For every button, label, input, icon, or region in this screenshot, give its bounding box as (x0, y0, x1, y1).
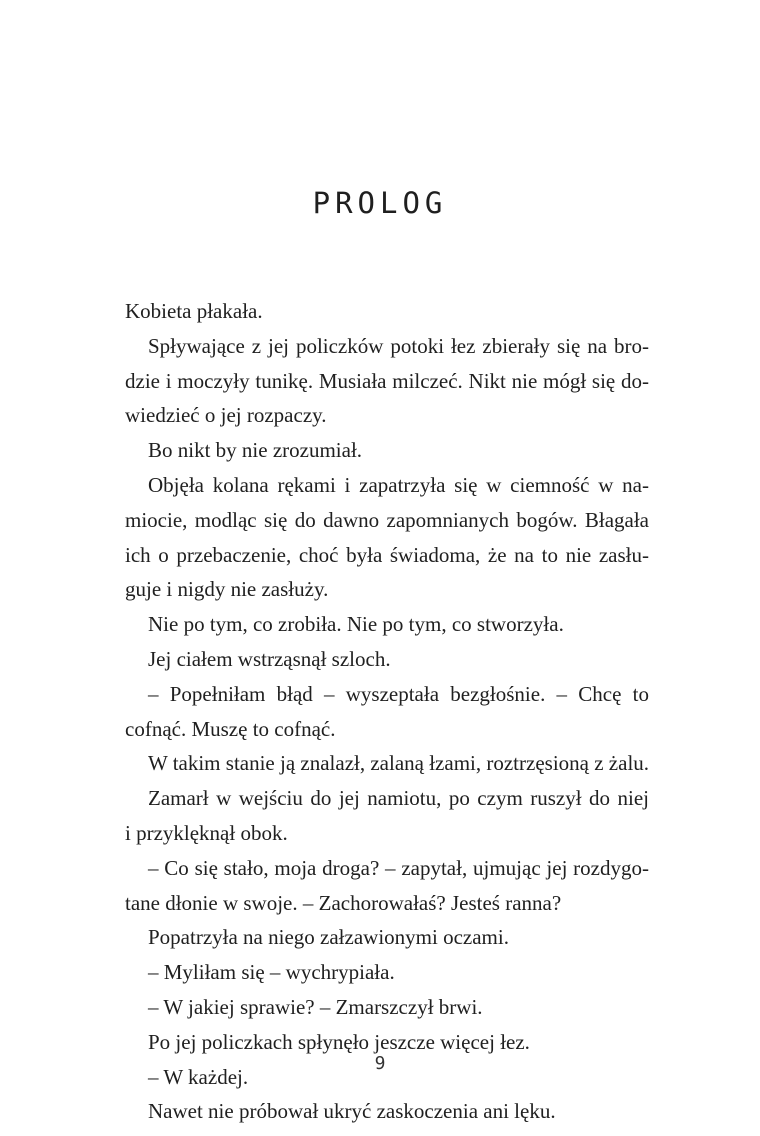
text-line: – Myliłam się – wychrypiała. (148, 960, 395, 985)
text-line: Objęła kolana rękami i zapatrzyła się w ciemność w na- (148, 472, 649, 497)
text-line: i przyklęknął obok. (125, 820, 288, 845)
text-line: cofnąć. Muszę to cofnąć. (125, 716, 336, 741)
text-line: – Popełniłam błąd – wyszeptała bezgłośnie. – Chcę to (148, 681, 649, 706)
text-line: Po jej policzkach spłynęło jeszcze więcej łez. (148, 1029, 530, 1054)
page-number: 9 (374, 1053, 386, 1074)
text-line: – W jakiej sprawie? – Zmarszczył brwi. (148, 994, 483, 1019)
text-line: Popatrzyła na niego załzawionymi oczami. (148, 925, 509, 950)
text-line: W takim stanie ją znalazł, zalaną łzami, roztrzęsioną z żalu. (148, 751, 650, 776)
text-line: Nie po tym, co zrobiła. Nie po tym, co stworzyła. (148, 612, 564, 637)
text-line: Spływające z jej policzków potoki łez zbierały się na bro- (148, 333, 649, 358)
text-line: Nawet nie próbował ukryć zaskoczenia ani lęku. (148, 1099, 556, 1124)
text-line: dzie i moczyły tunikę. Musiała milczeć. Nikt nie mógł się do- (125, 368, 649, 393)
text-line: Jej ciałem wstrząsnął szloch. (148, 646, 391, 671)
text-line: Kobieta płakała. (125, 299, 263, 323)
chapter-title: PROLOG (312, 186, 448, 220)
text-line: – W każdej. (148, 1064, 249, 1089)
text-line: miocie, modląc się do dawno zapomnianych bogów. Błagała (125, 507, 649, 532)
text-line: guje i nigdy nie zasłuży. (125, 577, 329, 602)
text-line: – Co się stało, moja droga? – zapytał, ujmując jej rozdygo- (148, 855, 649, 880)
body-text (125, 294, 649, 1129)
text-line: Bo nikt by nie zrozumiał. (148, 438, 363, 463)
text-line: ich o przebaczenie, choć była świadoma, że na to nie zasłu- (125, 542, 649, 567)
text-line: Zamarł w wejściu do jej namiotu, po czym ruszył do niej (148, 786, 649, 811)
text-line: tane dłonie w swoje. – Zachorowałaś? Jesteś ranna? (125, 890, 562, 915)
text-line: wiedzieć o jej rozpaczy. (125, 403, 327, 428)
